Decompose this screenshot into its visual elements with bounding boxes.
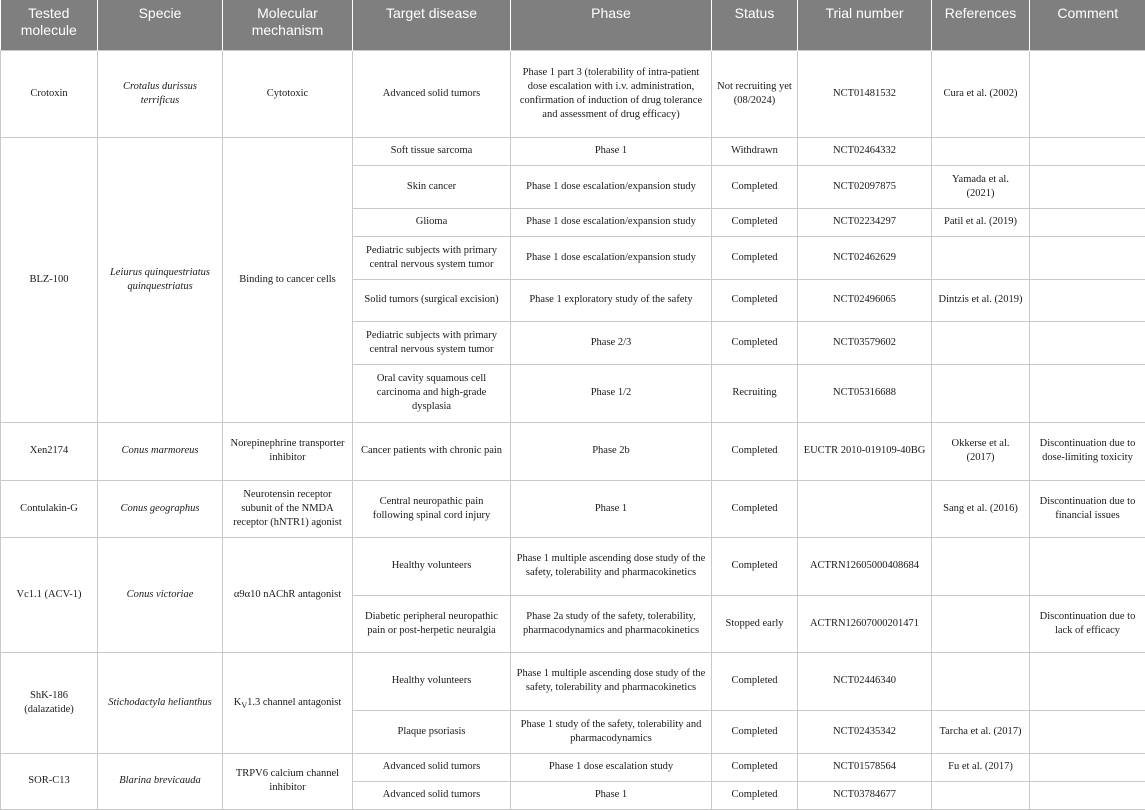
- status-cell: Completed: [712, 422, 798, 480]
- molecule-cell: BLZ-100: [1, 137, 98, 422]
- phase-cell: Phase 1 part 3 (tolerability of intra-patient dose escalation with i.v. administration, confirmation of induction of drug tolerance and assessment of drug efficacy): [511, 50, 712, 137]
- reference-cell: Cura et al. (2002): [932, 50, 1030, 137]
- status-cell: Completed: [712, 480, 798, 537]
- header-mechanism: Molecular mechanism: [223, 0, 353, 50]
- trial-number-cell: NCT02097875: [798, 165, 932, 208]
- phase-cell: Phase 1 dose escalation study: [511, 753, 712, 781]
- trial-number-cell: NCT03579602: [798, 321, 932, 364]
- trial-number-cell: NCT02446340: [798, 652, 932, 710]
- phase-cell: Phase 2a study of the safety, tolerability, pharmacodynamics and pharmacokinetics: [511, 595, 712, 652]
- trial-number-cell: NCT01481532: [798, 50, 932, 137]
- specie-cell: Conus geographus: [98, 480, 223, 537]
- comment-cell: [1030, 279, 1145, 321]
- specie-cell: Conus marmoreus: [98, 422, 223, 480]
- status-cell: Recruiting: [712, 364, 798, 422]
- disease-cell: Plaque psoriasis: [353, 710, 511, 753]
- disease-cell: Pediatric subjects with primary central nervous system tumor: [353, 321, 511, 364]
- comment-cell: [1030, 781, 1145, 809]
- table-row: [1, 480, 1145, 537]
- disease-cell: Advanced solid tumors: [353, 753, 511, 781]
- status-cell: Withdrawn: [712, 137, 798, 165]
- comment-cell: [1030, 137, 1145, 165]
- mechanism-cell: Norepinephrine transporter inhibitor: [223, 422, 353, 480]
- reference-cell: Dintzis et al. (2019): [932, 279, 1030, 321]
- specie-cell: Conus victoriae: [98, 537, 223, 652]
- comment-cell: Discontinuation due to lack of efficacy: [1030, 595, 1145, 652]
- phase-cell: Phase 1: [511, 781, 712, 809]
- comment-cell: [1030, 321, 1145, 364]
- trial-number-cell: NCT01578564: [798, 753, 932, 781]
- status-cell: Completed: [712, 279, 798, 321]
- phase-cell: Phase 1 exploratory study of the safety: [511, 279, 712, 321]
- phase-cell: Phase 1 study of the safety, tolerability and pharmacodynamics: [511, 710, 712, 753]
- mechanism-cell: Cytotoxic: [223, 50, 353, 137]
- status-cell: Completed: [712, 321, 798, 364]
- molecule-cell: ShK-186 (dalazatide): [1, 652, 98, 753]
- header-trial-number: Trial number: [798, 0, 932, 50]
- header-target-disease: Target disease: [353, 0, 511, 50]
- status-cell: Completed: [712, 208, 798, 236]
- mechanism-cell: Neurotensin receptor subunit of the NMDA receptor (hNTR1) agonist: [223, 480, 353, 537]
- trial-number-cell: NCT02496065: [798, 279, 932, 321]
- molecule-cell: Vc1.1 (ACV-1): [1, 537, 98, 652]
- comment-cell: [1030, 364, 1145, 422]
- trial-number-cell: ACTRN12607000201471: [798, 595, 932, 652]
- phase-cell: Phase 1 multiple ascending dose study of the safety, tolerability and pharmacokinetics: [511, 537, 712, 595]
- mechanism-cell: α9α10 nAChR antagonist: [223, 537, 353, 652]
- trial-number-cell: NCT02464332: [798, 137, 932, 165]
- disease-cell: Glioma: [353, 208, 511, 236]
- reference-cell: Okkerse et al. (2017): [932, 422, 1030, 480]
- reference-cell: [932, 537, 1030, 595]
- phase-cell: Phase 2/3: [511, 321, 712, 364]
- comment-cell: [1030, 753, 1145, 781]
- comment-cell: [1030, 710, 1145, 753]
- reference-cell: Tarcha et al. (2017): [932, 710, 1030, 753]
- reference-cell: [932, 652, 1030, 710]
- disease-cell: Soft tissue sarcoma: [353, 137, 511, 165]
- disease-cell: Oral cavity squamous cell carcinoma and high-grade dysplasia: [353, 364, 511, 422]
- disease-cell: Advanced solid tumors: [353, 781, 511, 809]
- mechanism-cell: [223, 652, 353, 753]
- molecule-cell: Xen2174: [1, 422, 98, 480]
- status-cell: Completed: [712, 710, 798, 753]
- phase-cell: Phase 1 multiple ascending dose study of the safety, tolerability and pharmacokinetics: [511, 652, 712, 710]
- phase-cell: Phase 1: [511, 480, 712, 537]
- mechanism-cell: Binding to cancer cells: [223, 137, 353, 422]
- reference-cell: [932, 781, 1030, 809]
- header-phase: Phase: [511, 0, 712, 50]
- specie-cell: Leiurus quinquestriatus quinquestriatus: [98, 137, 223, 422]
- disease-cell: Skin cancer: [353, 165, 511, 208]
- disease-cell: Central neuropathic pain following spinal cord injury: [353, 480, 511, 537]
- reference-cell: [932, 321, 1030, 364]
- phase-cell: Phase 1: [511, 137, 712, 165]
- table-row: [1, 422, 1145, 480]
- phase-cell: Phase 1/2: [511, 364, 712, 422]
- trial-number-cell: EUCTR 2010-019109-40BG: [798, 422, 932, 480]
- status-cell: Completed: [712, 652, 798, 710]
- reference-cell: Yamada et al. (2021): [932, 165, 1030, 208]
- mechanism-v-subscript: V: [241, 701, 247, 710]
- specie-cell: Crotalus durissus terrificus: [98, 50, 223, 137]
- disease-cell: Solid tumors (surgical excision): [353, 279, 511, 321]
- reference-cell: Fu et al. (2017): [932, 753, 1030, 781]
- disease-cell: Diabetic peripheral neuropathic pain or post-herpetic neuralgia: [353, 595, 511, 652]
- status-cell: Completed: [712, 753, 798, 781]
- header-references: References: [932, 0, 1030, 50]
- header-row: [1, 0, 1145, 50]
- reference-cell: [932, 595, 1030, 652]
- molecule-cell: SOR-C13: [1, 753, 98, 809]
- disease-cell: Cancer patients with chronic pain: [353, 422, 511, 480]
- reference-cell: [932, 137, 1030, 165]
- status-cell: Completed: [712, 537, 798, 595]
- phase-cell: Phase 1 dose escalation/expansion study: [511, 208, 712, 236]
- specie-cell: Stichodactyla helianthus: [98, 652, 223, 753]
- disease-cell: Pediatric subjects with primary central nervous system tumor: [353, 236, 511, 279]
- trial-number-cell: NCT03784677: [798, 781, 932, 809]
- header-comment: Comment: [1030, 0, 1145, 50]
- comment-cell: [1030, 537, 1145, 595]
- disease-cell: Healthy volunteers: [353, 652, 511, 710]
- trial-number-cell: NCT05316688: [798, 364, 932, 422]
- comment-cell: [1030, 50, 1145, 137]
- comment-cell: [1030, 208, 1145, 236]
- comment-cell: [1030, 165, 1145, 208]
- specie-cell: Blarina brevicauda: [98, 753, 223, 809]
- trial-number-cell: NCT02462629: [798, 236, 932, 279]
- table-row: [1, 137, 1145, 165]
- reference-cell: [932, 364, 1030, 422]
- comment-cell: Discontinuation due to dose-limiting toxicity: [1030, 422, 1145, 480]
- mechanism-rest: 1.3 channel antagonist: [247, 697, 341, 708]
- status-cell: Not recruiting yet (08/2024): [712, 50, 798, 137]
- status-cell: Completed: [712, 781, 798, 809]
- table-row: [1, 652, 1145, 710]
- status-cell: Stopped early: [712, 595, 798, 652]
- disease-cell: Healthy volunteers: [353, 537, 511, 595]
- comment-cell: [1030, 652, 1145, 710]
- trial-number-cell: NCT02435342: [798, 710, 932, 753]
- comment-cell: Discontinuation due to financial issues: [1030, 480, 1145, 537]
- reference-cell: Patil et al. (2019): [932, 208, 1030, 236]
- status-cell: Completed: [712, 165, 798, 208]
- mechanism-cell: TRPV6 calcium channel inhibitor: [223, 753, 353, 809]
- table-row: [1, 537, 1145, 595]
- phase-cell: Phase 1 dose escalation/expansion study: [511, 236, 712, 279]
- phase-cell: Phase 2b: [511, 422, 712, 480]
- table-row: [1, 50, 1145, 137]
- reference-cell: [932, 236, 1030, 279]
- header-status: Status: [712, 0, 798, 50]
- trial-number-cell: ACTRN12605000408684: [798, 537, 932, 595]
- molecule-cell: Contulakin-G: [1, 480, 98, 537]
- table-row: [1, 753, 1145, 781]
- comment-cell: [1030, 236, 1145, 279]
- status-cell: Completed: [712, 236, 798, 279]
- trial-number-cell: NCT02234297: [798, 208, 932, 236]
- header-specie: Specie: [98, 0, 223, 50]
- mechanism-k: K: [234, 697, 242, 708]
- molecule-cell: Crotoxin: [1, 50, 98, 137]
- disease-cell: Advanced solid tumors: [353, 50, 511, 137]
- phase-cell: Phase 1 dose escalation/expansion study: [511, 165, 712, 208]
- header-tested-molecule: Tested molecule: [1, 0, 98, 50]
- reference-cell: Sang et al. (2016): [932, 480, 1030, 537]
- trial-number-cell: [798, 480, 932, 537]
